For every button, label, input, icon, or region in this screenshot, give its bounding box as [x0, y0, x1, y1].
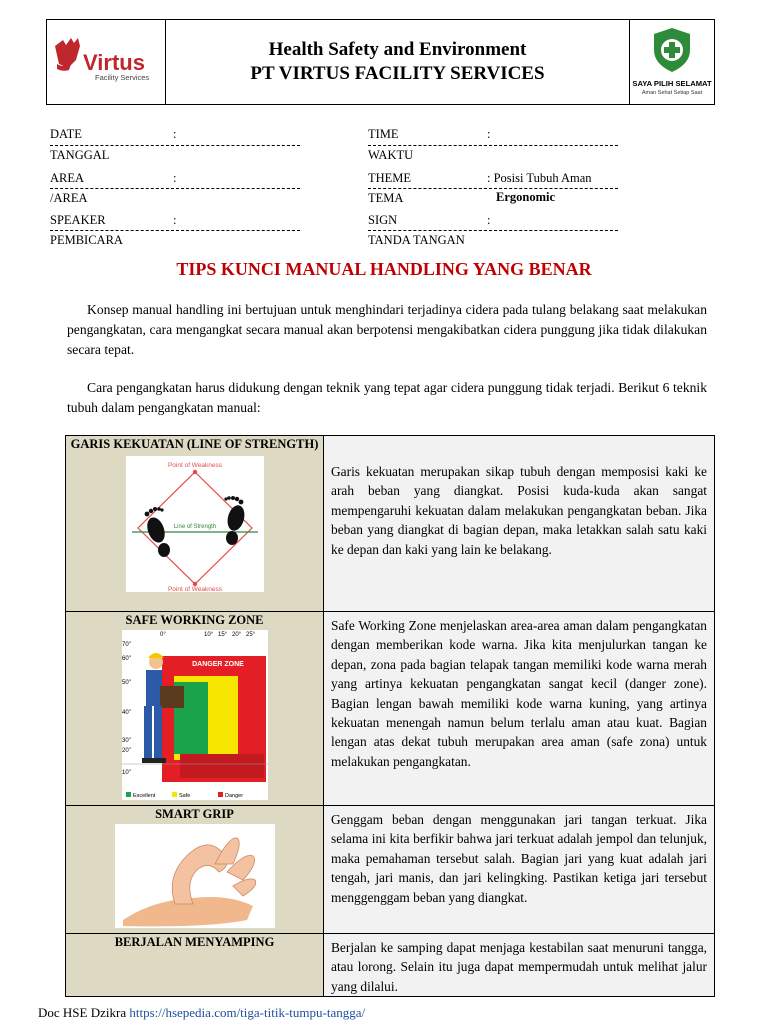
- sign-label: SIGN: [368, 213, 398, 227]
- table-row: [66, 934, 715, 997]
- point-of-weakness-top: Point of Weakness: [167, 462, 222, 469]
- danger-zone-label: DANGER ZONE: [191, 661, 244, 668]
- theme-sublabel: TEMA: [368, 191, 404, 205]
- height-label: 60": [121, 656, 131, 662]
- page-heading: TIPS KUNCI MANUAL HANDLING YANG BENAR: [176, 259, 592, 279]
- speaker-label: SPEAKER: [50, 213, 106, 227]
- speaker-colon: :: [173, 213, 177, 227]
- safe-working-zone-image: [122, 630, 268, 800]
- height-label: 30": [121, 738, 131, 744]
- time-label: TIME: [368, 127, 399, 141]
- technique-cell: [66, 612, 324, 806]
- logo-subtext: Facility Services: [95, 73, 150, 82]
- table-row: [66, 436, 715, 612]
- height-label: 50": [121, 680, 131, 686]
- safety-badge-logo: [630, 20, 714, 104]
- legend-safe: Safe: [178, 793, 190, 799]
- intro-paragraph-2: Cara pengangkatan harus didukung dengan teknik yang tepat agar cidera punggung tidak terjadi. Berikut 6 teknik tubuh dalam pengangkatan manual:: [67, 380, 707, 415]
- date-label: DATE: [50, 127, 82, 141]
- sign-sublabel: TANDA TANGAN: [368, 233, 465, 247]
- technique-description: Berjalan ke samping dapat menjaga kestabilan saat menuruni tangga, atau lorong. Selain itu juga dapat mempermudah untuk melihat jalur yang dilalui.: [324, 934, 715, 997]
- technique-title: BERJALAN MENYAMPING: [114, 935, 275, 949]
- technique-description: Genggam beban dengan menggunakan jari tangan terkuat. Jika selama ini kita berfikir bahwa jari terkuat adalah jempol dan telunjuk, maka pemahaman tersebut salah. Bagian jari yang kuat adalah jari tengah, jari manis, dan jari kelingking. Pastikan ketiga jari tersebut menggenggam beban yang diangkat.: [324, 806, 715, 934]
- area-sublabel: /AREA: [50, 191, 88, 205]
- title-line-1: Health Safety and Environment: [268, 39, 527, 60]
- header-title: [166, 20, 630, 104]
- intro-paragraph-1: Konsep manual handling ini bertujuan untuk menghindari terjadinya cidera pada tulang belakang saat melakukan pengangkatan, cara mengangkat secara manual akan berpotensi mengakibatkan cidera punggung jika tidak dilakukan secara tepat.: [67, 302, 707, 357]
- sign-colon: :: [487, 213, 491, 227]
- line-of-strength-image: [126, 456, 264, 592]
- height-label: 10": [121, 770, 131, 776]
- badge-title: SAYA PILIH SELAMAT: [632, 79, 712, 88]
- time-colon: :: [487, 127, 491, 141]
- technique-cell: [66, 934, 324, 997]
- logo-text: Virtus: [83, 50, 145, 75]
- technique-cell: [66, 436, 324, 612]
- angle-label: 15°: [217, 632, 227, 638]
- date-colon: :: [173, 127, 177, 141]
- height-label: 70": [121, 642, 131, 648]
- footer-label: Doc HSE Dzikra: [38, 1005, 130, 1020]
- badge-subtitle: Aman Sehat Setiap Saat: [641, 90, 703, 96]
- height-label: 40": [121, 710, 131, 716]
- line-of-strength-label: Line of Strength: [173, 524, 216, 530]
- angle-label: 10°: [203, 632, 213, 638]
- area-colon: :: [173, 171, 177, 185]
- sign-field-line[interactable]: [368, 230, 618, 231]
- height-label: 20": [121, 748, 131, 754]
- date-sublabel: TANGGAL: [50, 148, 110, 162]
- technique-title: SMART GRIP: [155, 807, 234, 821]
- area-label: AREA: [50, 171, 85, 185]
- technique-title: SAFE WORKING ZONE: [125, 613, 264, 627]
- theme-field-line: [368, 188, 618, 189]
- title-line-2: PT VIRTUS FACILITY SERVICES: [250, 63, 545, 84]
- technique-description: Garis kekuatan merupakan sikap tubuh dengan memposisi kaki ke arah beban yang diangkat. Posisi kuda-kuda akan sangat mempengaruhi kekuatan dalam melakukan pengangkatan beban. Jika beban yang diangkat di bagian depan, maka letakkan salah satu kaki ke depan dan kaki yang lain ke belakang.: [324, 436, 715, 612]
- area-field-line[interactable]: [50, 188, 300, 189]
- legend-excellent: Excellent: [132, 793, 155, 799]
- theme-value: : Posisi Tubuh Aman: [487, 171, 592, 185]
- table-row: [66, 612, 715, 806]
- angle-label: 20°: [231, 632, 241, 638]
- legend-danger: Danger: [224, 793, 243, 799]
- speaker-sublabel: PEMBICARA: [50, 233, 123, 247]
- techniques-table: [65, 435, 715, 997]
- footer-link[interactable]: https://hsepedia.com/tiga-titik-tumpu-tangga/: [129, 1005, 366, 1020]
- speaker-field-line[interactable]: [50, 230, 300, 231]
- technique-cell: [66, 806, 324, 934]
- angle-label: 0°: [159, 632, 166, 638]
- virtus-logo: [47, 20, 166, 104]
- point-of-weakness-bottom: Point of Weakness: [167, 586, 222, 592]
- time-sublabel: WAKTU: [368, 148, 414, 162]
- date-field-line[interactable]: [50, 145, 300, 146]
- document-header: [46, 19, 715, 105]
- time-field-line[interactable]: [368, 145, 618, 146]
- table-row: [66, 806, 715, 934]
- theme-value-2: Ergonomic: [496, 190, 556, 204]
- angle-label: 25°: [245, 632, 255, 638]
- technique-description: Safe Working Zone menjelaskan area-area aman dalam pengangkatan dengan memberikan kode warna. Jika kita menjulurkan tangan ke depan, zona pada bagian telapak tangan memiliki kode warna merah yang artinya kekuatan pengangkatan sangat kecil (danger zone). Bagian lengan bawah memiliki kode warna kuning, yang artinya kekuatan menengah namun belum terlalu aman atau kuat. Bagian lengan atas dekat tubuh merupakan area aman (safe zona) untuk melakukan pengangkatan.: [324, 612, 715, 806]
- theme-label: THEME: [368, 171, 412, 185]
- technique-title: GARIS KEKUATAN (LINE OF STRENGTH): [70, 437, 319, 451]
- smart-grip-image: [115, 824, 275, 928]
- footer: [38, 1005, 365, 1021]
